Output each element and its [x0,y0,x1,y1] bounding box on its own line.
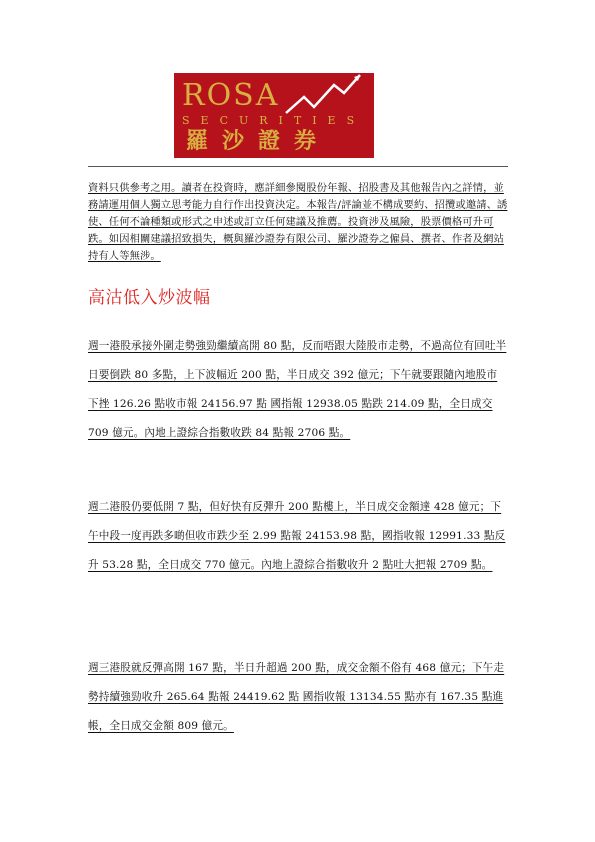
paragraph-wednesday: 週三港股就反彈高開 167 點，半日升超過 200 點，成交金額不俗有 468 億元；下午走勢持續強勁收升 265.64 點報 24419.62 點 國指收報 13134.55 點亦有 167.35 點進帳，全日成交金額 809 億元。 [88,662,505,732]
paragraph-monday: 週一港股承接外圍走勢強勁繼續高開 80 點，反而唔跟大陸股市走勢，不過高位有回吐半日要倒跌 80 多點，上下波幅近 200 點，半日成交 392 億元；下午就要跟隨內地股市下挫 126.26 點收市報 24156.97 點 國指報 12938.05 點跌 214.09 點，全日成交 709 億元。內地上證綜合指數收跌 84 點報 2706 點。 [88,340,507,439]
logo-brand-text: ROSA [182,78,280,113]
paragraph-tuesday: 週二港股仍要低開 7 點，但好快有反彈升 200 點樓上，半日成交金額達 428 億元；下午中段一度再跌多啲但收市跌少至 2.99 點報 24153.98 點，國指收報 12991.33 點反升 53.28 點，全日成交 770 億元。內地上證綜合指數收升 2 點吐大把報 2709 點。 [88,501,506,571]
disclaimer-text: 資料只供參考之用。讀者在投資時，應詳細參閱股份年報、招股書及其他報告內之詳情，並務請運用個人獨立思考能力自行作出投資決定。本報告/評論並不構成要約、招攬或邀請、誘使、任何不論種類或形式之申述或訂立任何建議及推薦。投資涉及風險，股票價格可升可跌。如因相關建議招致損失，概與羅沙證券有限公司、羅沙證券之僱員、撰者、作者及網站持有人等無涉。 [88,182,508,262]
logo-securities-text: SECURITIES [182,114,366,127]
header-divider [88,166,508,167]
article-title: 高沽低入炒波幅 [88,288,211,308]
logo-chinese-text: 羅沙證券 [186,129,331,154]
rosa-securities-logo [174,73,374,158]
